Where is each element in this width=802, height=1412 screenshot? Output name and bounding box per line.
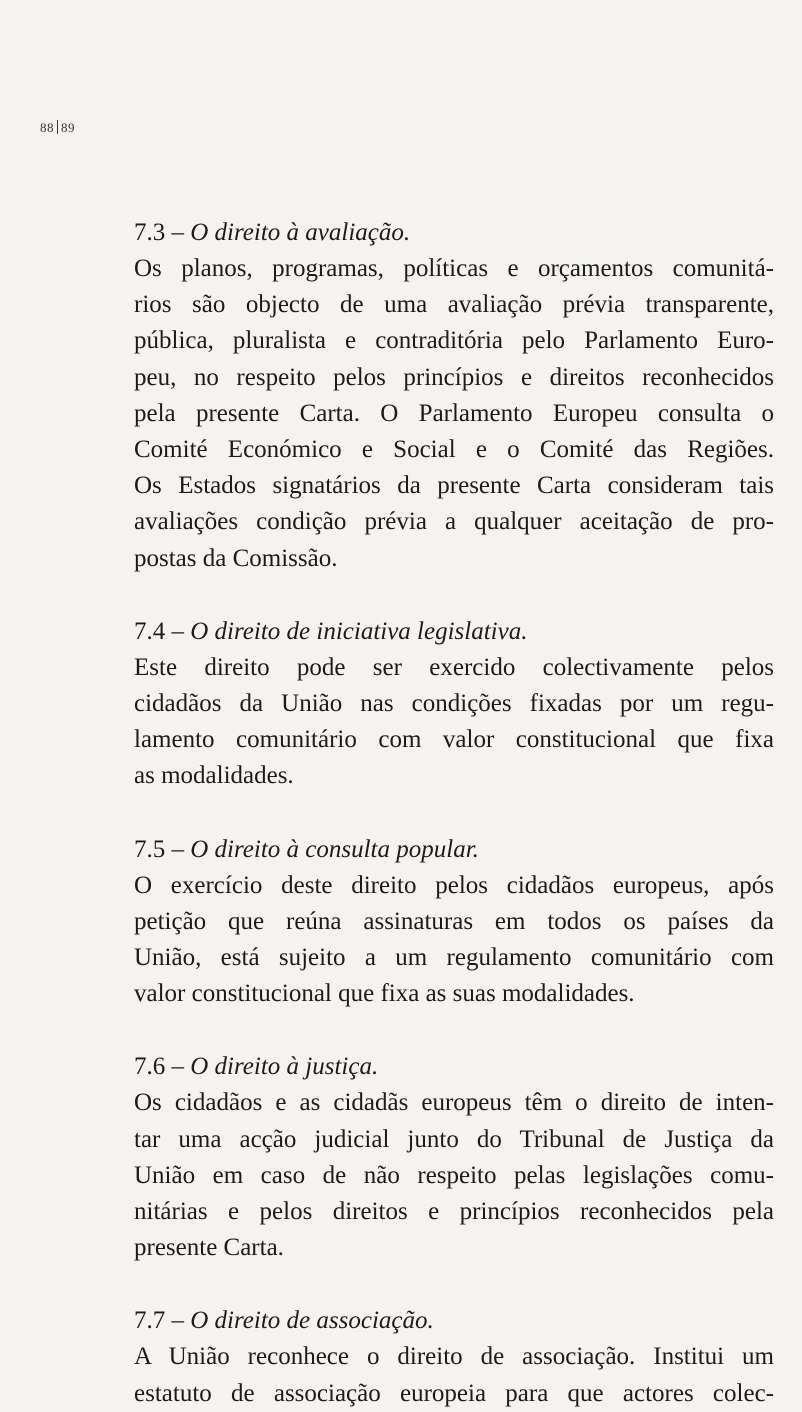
page-content xyxy=(134,214,774,1412)
text-line: presente Carta. xyxy=(134,1234,284,1262)
section-7-6 xyxy=(134,1048,774,1266)
section-title: O direito de iniciativa legislativa. xyxy=(190,617,528,645)
section-title: O direito à justiça. xyxy=(190,1053,379,1081)
page-number xyxy=(40,120,75,136)
section-7-7 xyxy=(134,1302,774,1411)
section-number: 7.3 – xyxy=(134,219,184,246)
section-7-5 xyxy=(134,831,774,1013)
section-number: 7.6 – xyxy=(134,1053,184,1081)
text-line: União, está sujeito a um regulamento comunitário com xyxy=(134,944,774,972)
section-7-4 xyxy=(134,613,774,795)
section-title: O direito à consulta popular. xyxy=(190,835,479,863)
section-body xyxy=(134,868,774,1013)
text-line: avaliações condição prévia a qualquer aceitação de pro- xyxy=(134,508,774,536)
section-number: 7.4 – xyxy=(134,617,184,645)
page-number-right: 89 xyxy=(61,120,75,135)
text-line: Os Estados signatários da presente Carta consideram tais xyxy=(134,472,774,500)
text-line: A União reconhece o direito de associação. Institui um xyxy=(134,1343,774,1371)
section-body xyxy=(134,1339,774,1411)
section-body xyxy=(134,1085,774,1266)
section-heading xyxy=(134,214,774,251)
text-line: O exercício deste direito pelos cidadãos europeus, após xyxy=(134,871,774,899)
text-line: rios são objecto de uma avaliação prévia transparente, xyxy=(134,291,774,319)
text-line: pela presente Carta. O Parlamento Europeu consulta o xyxy=(134,399,774,427)
section-body xyxy=(134,251,774,577)
section-body xyxy=(134,650,774,795)
text-line: Os cidadãos e as cidadãs europeus têm o direito de inten- xyxy=(134,1089,774,1117)
text-line: cidadãos da União nas condições fixadas por um regu- xyxy=(134,690,774,718)
section-7-3 xyxy=(134,214,774,577)
text-line: valor constitucional que fixa as suas modalidades. xyxy=(134,980,635,1008)
text-line: petição que reúna assinaturas em todos os países da xyxy=(134,907,774,935)
page-number-separator xyxy=(57,120,58,134)
text-line: postas da Comissão. xyxy=(134,544,338,572)
text-line: tar uma acção judicial junto do Tribunal de Justiça da xyxy=(134,1125,774,1153)
section-heading xyxy=(134,1302,774,1339)
text-line: estatuto de associação europeia para que actores colec- xyxy=(134,1379,774,1407)
text-line: peu, no respeito pelos princípios e direitos reconhecidos xyxy=(134,363,774,391)
text-line: União em caso de não respeito pelas legislações comu- xyxy=(134,1161,774,1189)
section-number: 7.5 – xyxy=(134,835,184,863)
text-line: pública, pluralista e contraditória pelo Parlamento Euro- xyxy=(134,327,774,355)
page-number-left: 88 xyxy=(40,120,54,135)
text-line: nitárias e pelos direitos e princípios reconhecidos pela xyxy=(134,1198,774,1226)
text-line: Comité Económico e Social e o Comité das Regiões. xyxy=(134,436,774,464)
text-line: Este direito pode ser exercido colectivamente pelos xyxy=(134,653,774,681)
section-title: O direito de associação. xyxy=(190,1307,434,1335)
text-line: as modalidades. xyxy=(134,762,294,790)
text-line: Os planos, programas, políticas e orçamentos comunitá- xyxy=(134,255,774,282)
section-heading xyxy=(134,1048,774,1085)
section-heading xyxy=(134,831,774,868)
section-title: O direito à avaliação. xyxy=(190,219,411,246)
section-heading xyxy=(134,613,774,650)
section-number: 7.7 – xyxy=(134,1307,184,1335)
text-line: lamento comunitário com valor constitucional que fixa xyxy=(134,726,774,754)
